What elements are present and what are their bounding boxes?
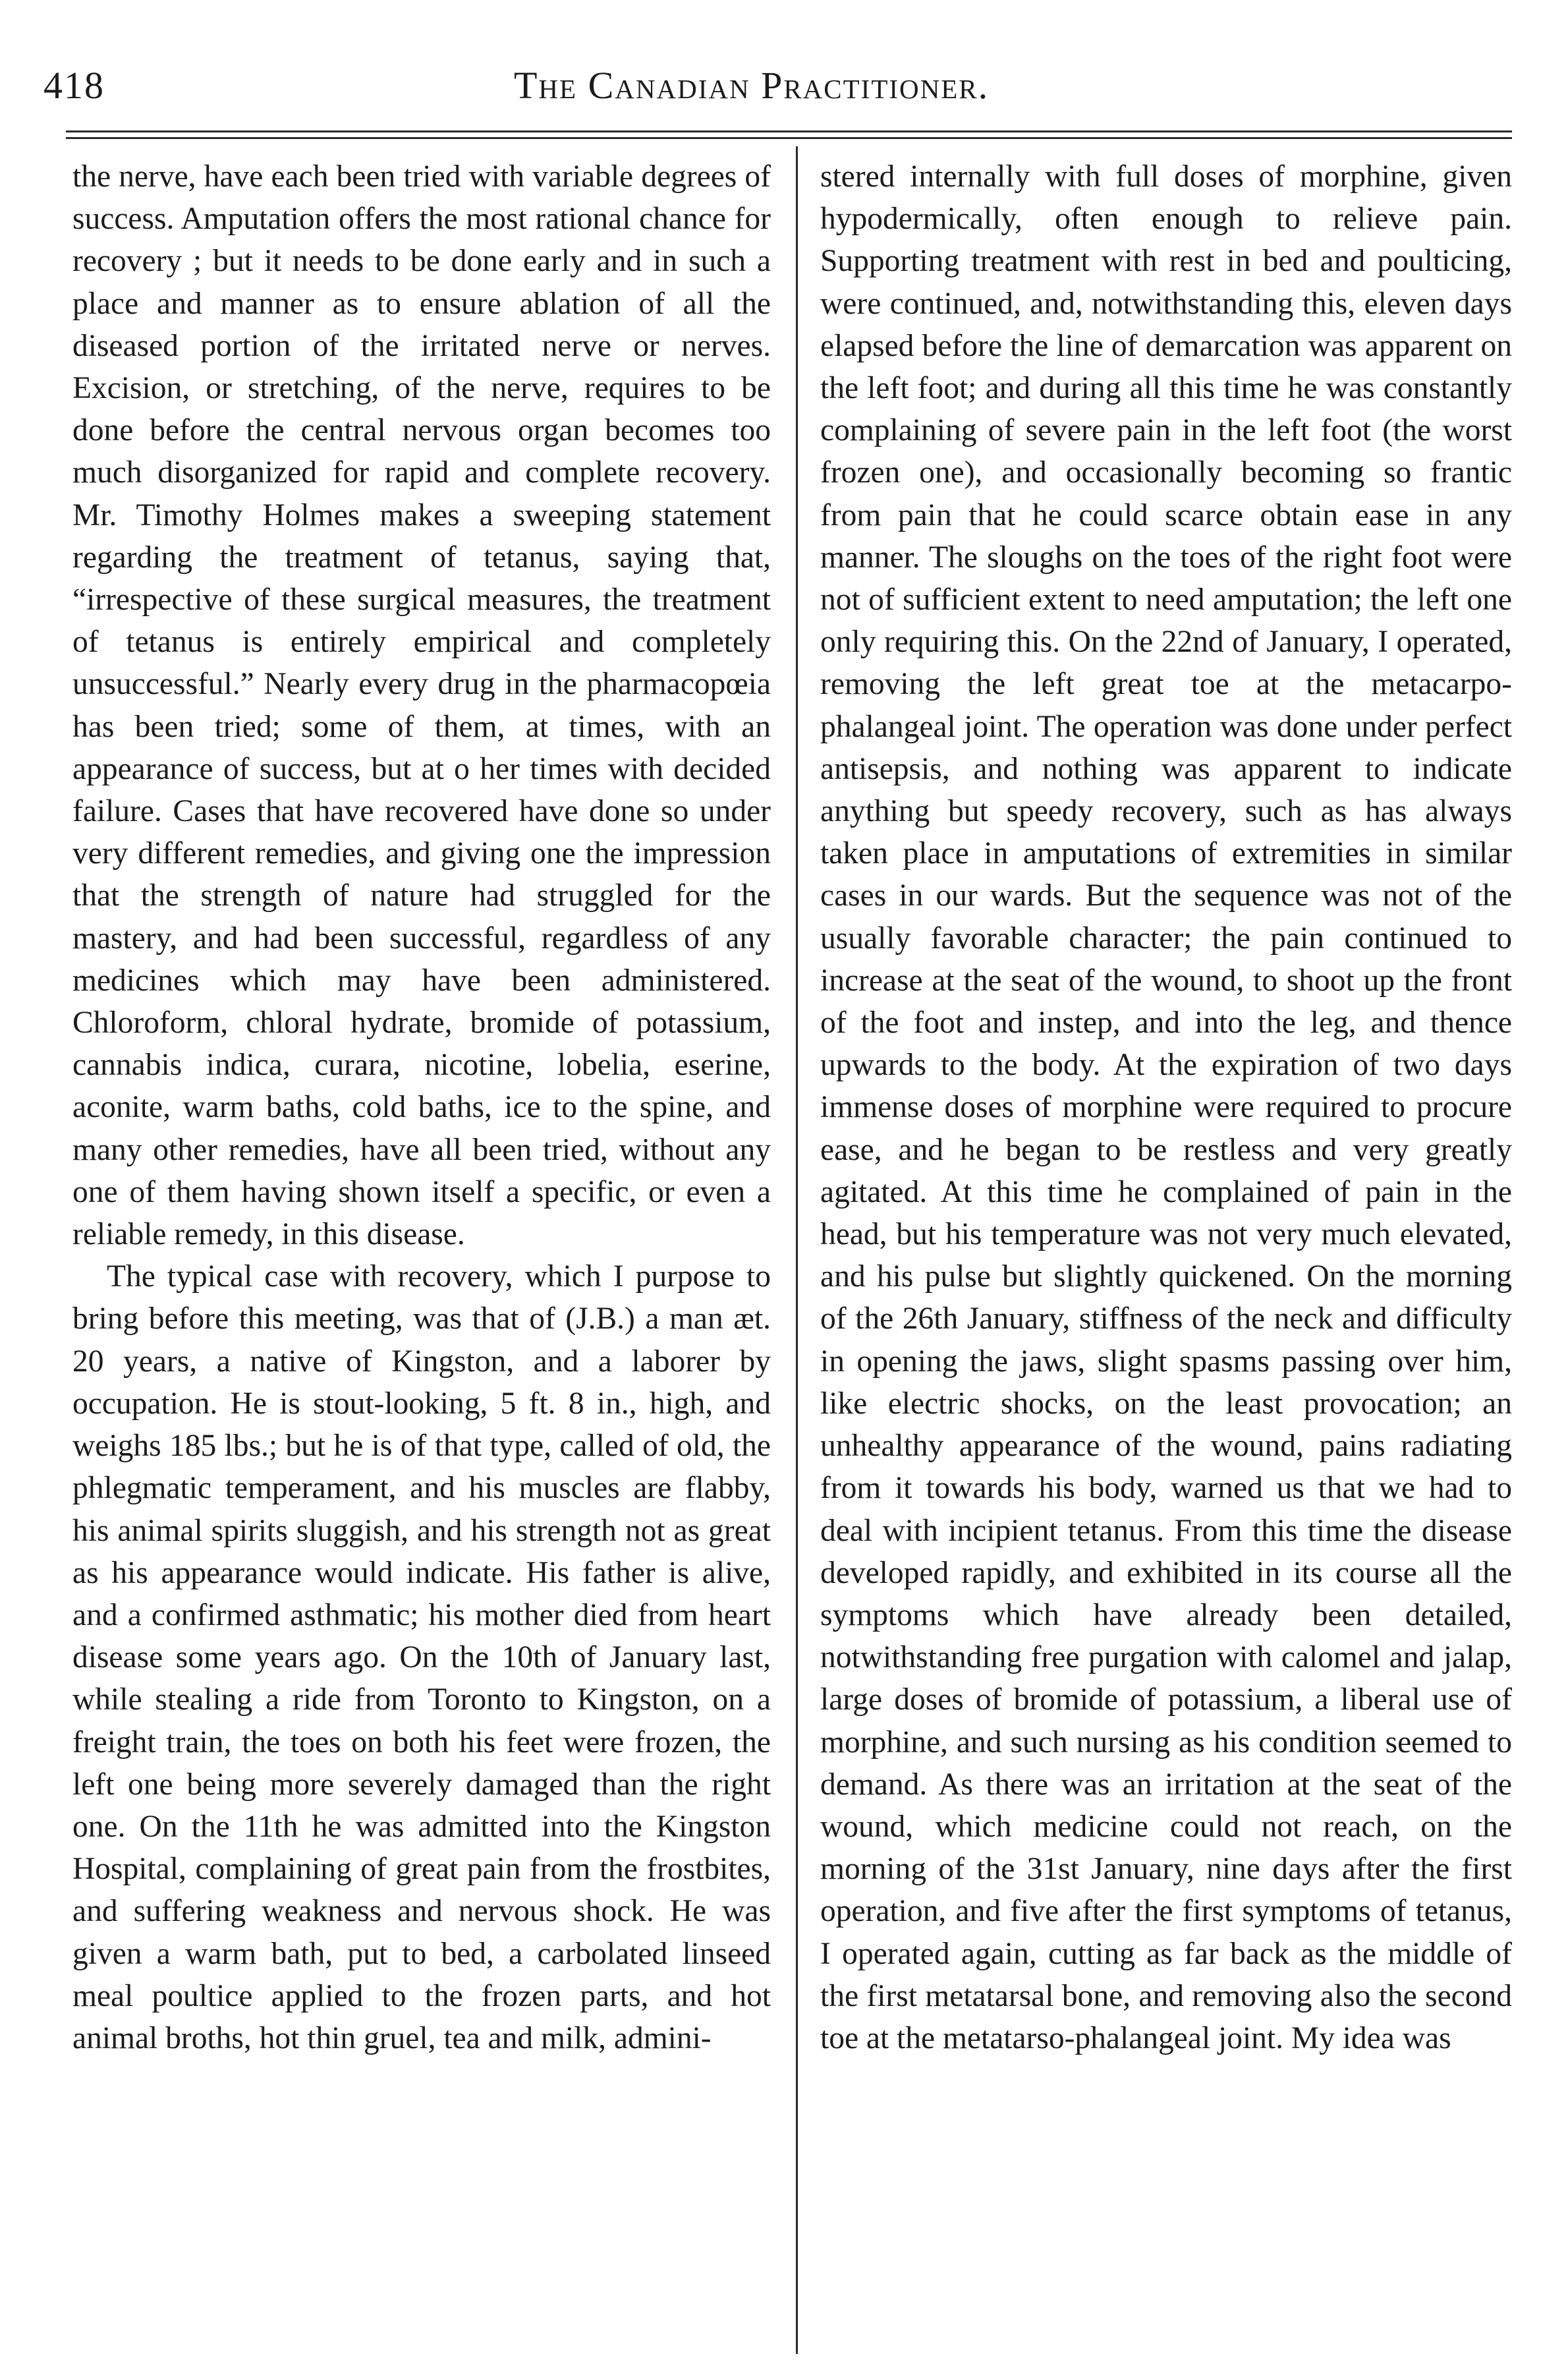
left-column [72,156,771,2357]
page-number: 418 [43,64,105,107]
running-title: The Canadian Practitioner. [514,64,990,107]
right-column [820,156,1512,2357]
column-divider [796,146,798,2354]
left-paragraph-1: the nerve, have each been tried with variable degrees of success. Amputation offers the most rational chance for recovery ; but it needs to be done early and in such a place and manner as to ensure ablation of all the diseased portion of the irritated nerve or nerves. Excision, or stretching, of the nerve, requires to be done before the central nervous organ becomes too much disorganized for rapid and complete recovery. Mr. Timothy Holmes makes a sweeping statement regarding the treatment of tetanus, saying that, “irrespective of these surgical measures, the treatment of tetanus is entirely empirical and completely unsuccessful.” Nearly every drug in the pharmacopœia has been tried; some of them, at times, with an appearance of success, but at o her times with decided failure. Cases that have recovered have done so under very different remedies, and giving one the impression that the strength of nature had struggled for the mastery, and had been successful, regardless of any medicines which may have been administered. Chloroform, chloral hydrate, bromide of potassium, cannabis indica, curara, nicotine, lobelia, eserine, aconite, warm baths, cold baths, ice to the spine, and many other remedies, have all been tried, without any one of them having shown itself a specific, or even a reliable remedy, in this disease. [72,159,771,1252]
header-rule-top [66,130,1512,132]
page-header [0,0,1568,138]
right-paragraph-1: stered internally with full doses of morphine, given hypodermically, often enough to relieve pain. Supporting treatment with rest in bed and poulticing, were continued, and, notwithstanding this, eleven days elapsed before the line of demarcation was apparent on the left foot; and during all this time he was constantly complaining of severe pain in the left foot (the worst frozen one), and occasionally becoming so frantic from pain that he could scarce obtain ease in any manner. The sloughs on the toes of the right foot were not of sufficient extent to need amputation; the left one only requiring this. On the 22nd of January, I operated, removing the left great toe at the metacarpo-phalangeal joint. The operation was done under perfect antisepsis, and nothing was apparent to indicate anything but speedy recovery, such as has always taken place in amputations of extremities in similar cases in our wards. But the sequence was not of the usually favorable character; the pain continued to increase at the seat of the wound, to shoot up the front of the foot and instep, and into the leg, and thence upwards to the body. At the expiration of two days immense doses of morphine were required to procure ease, and he began to be restless and very greatly agitated. At this time he complained of pain in the head, but his temperature was not very much elevated, and his pulse but slightly quickened. On the morning of the 26th January, stiffness of the neck and difficulty in opening the jaws, slight spasms passing over him, like electric shocks, on the least provocation; an unhealthy appearance of the wound, pains radiating from it towards his body, warned us that we had to deal with incipient tetanus. From this time the disease developed rapidly, and exhibited in its course all the symptoms which have already been detailed, notwithstanding free purgation with calomel and jalap, large doses of bromide of potassium, a liberal use of morphine, and such nursing as his condition seemed to demand. As there was an irritation at the seat of the wound, which medicine could not reach, on the morning of the 31st January, nine days after the first operation, and five after the first symptoms of tetanus, I operated again, cutting as far back as the middle of the first metatarsal bone, and removing also the second toe at the metatarso-phalangeal joint. My idea was [820,159,1512,2055]
left-paragraph-2: The typical case with recovery, which I purpose to bring before this meeting, was that of (J.B.) a man æt. 20 years, a native of Kingston, and a laborer by occupation. He is stout-looking, 5 ft. 8 in., high, and weighs 185 lbs.; but he is of that type, called of old, the phlegmatic temperament, and his muscles are flabby, his animal spirits sluggish, and his strength not as great as his appearance would indicate. His father is alive, and a confirmed asthmatic; his mother died from heart disease some years ago. On the 10th of January last, while stealing a ride from Toronto to Kingston, on a freight train, the toes on both his feet were frozen, the left one being more severely damaged than the right one. On the 11th he was admitted into the Kingston Hospital, complaining of great pain from the frostbites, and suffering weakness and nervous shock. He was given a warm bath, put to bed, a carbolated linseed meal poultice applied to the frozen parts, and hot animal broths, hot thin gruel, tea and milk, admini- [72,1259,771,2055]
header-rule-bottom [66,137,1512,139]
